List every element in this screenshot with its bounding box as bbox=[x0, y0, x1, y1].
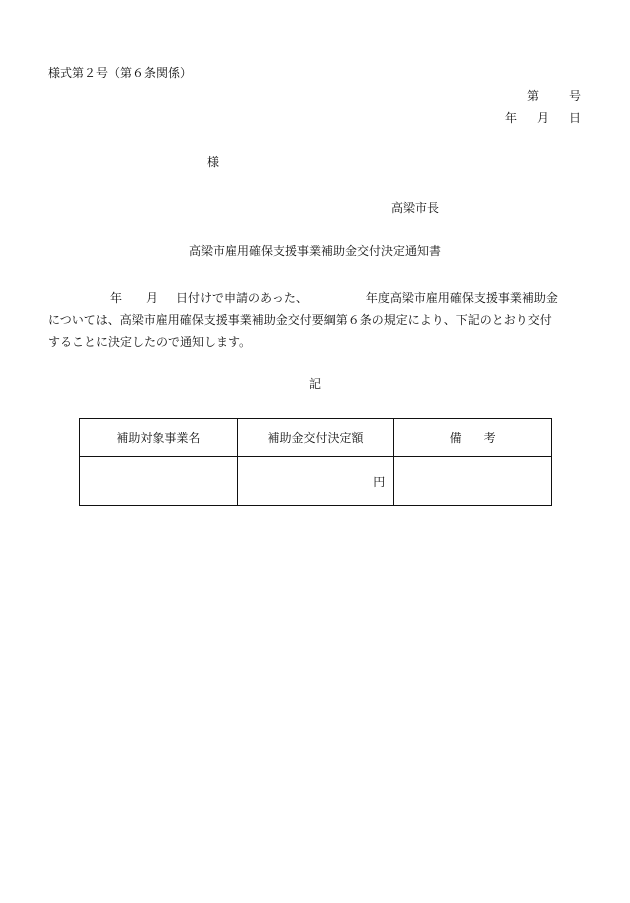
form-number: 様式第２号（第６条関係） bbox=[48, 66, 193, 80]
table-header-row bbox=[80, 419, 552, 457]
addressee-honorific: 様 bbox=[207, 155, 220, 169]
document-date bbox=[505, 110, 581, 126]
body-month-label: 月 bbox=[146, 291, 159, 305]
grant-decision-table bbox=[79, 418, 552, 506]
body-line-1 bbox=[48, 287, 588, 309]
body-line-3: することに決定したので通知します。 bbox=[48, 335, 252, 349]
header-remarks-char-2: 考 bbox=[483, 431, 496, 445]
header-amount: 補助金交付決定額 bbox=[237, 419, 394, 457]
document-number-suffix: 号 bbox=[568, 89, 581, 103]
date-month-label: 月 bbox=[536, 111, 549, 125]
notice-body bbox=[48, 287, 588, 353]
document-number-prefix: 第 bbox=[526, 89, 539, 103]
cell-remarks bbox=[394, 457, 552, 506]
body-line-2: については、高梁市雇用確保支援事業補助金交付要綱第６条の規定により、下記のとおり交付 bbox=[48, 313, 552, 327]
document-number bbox=[527, 88, 581, 104]
header-remarks bbox=[394, 419, 552, 457]
table-row bbox=[80, 457, 552, 506]
date-day-label: 日 bbox=[568, 111, 581, 125]
amount-unit: 円 bbox=[373, 474, 386, 489]
body-line-1-end: 年度高梁市雇用確保支援事業補助金 bbox=[365, 291, 558, 305]
date-year-label: 年 bbox=[504, 111, 517, 125]
body-line-1-rest: 日付けで申請のあった、 bbox=[176, 291, 308, 305]
header-remarks-char-1: 備 bbox=[449, 431, 462, 445]
issuer: 高梁市長 bbox=[391, 201, 440, 215]
cell-project-name bbox=[80, 457, 238, 506]
header-project-name: 補助対象事業名 bbox=[80, 419, 238, 457]
cell-amount bbox=[237, 457, 394, 506]
document-title: 高梁市雇用確保支援事業補助金交付決定通知書 bbox=[188, 244, 441, 258]
body-year-label: 年 bbox=[110, 291, 123, 305]
ki-heading: 記 bbox=[308, 377, 321, 391]
